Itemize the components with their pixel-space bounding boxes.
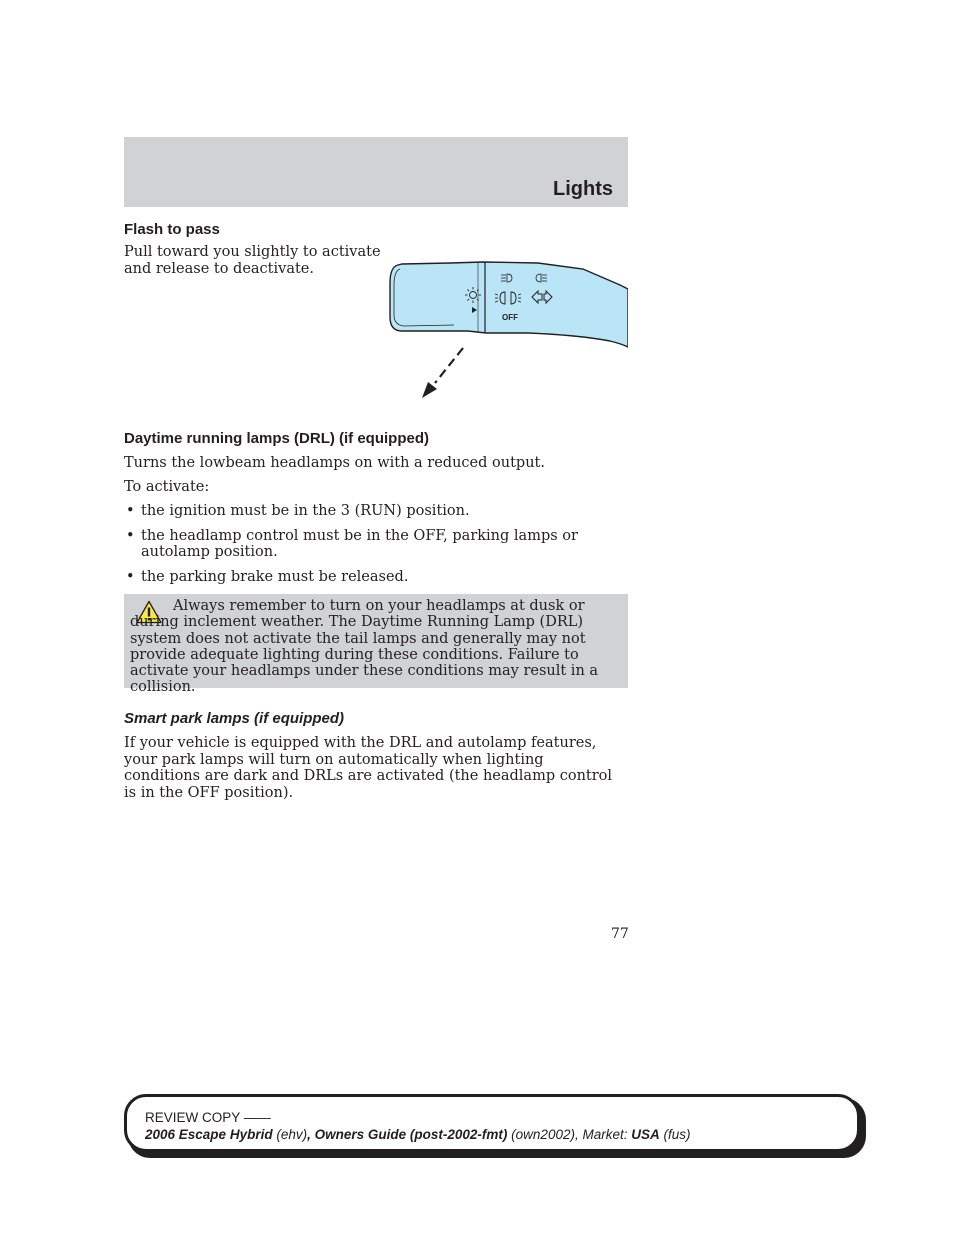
flash-to-pass-line-2: and release to deactivate. — [124, 261, 314, 277]
flash-to-pass-heading: Flash to pass — [124, 221, 220, 238]
smart-park-body: If your vehicle is equipped with the DRL and autolamp features, your park lamps will turn on automatically when lighting conditions are dark and DRLs are activated (the headlamp control is in the OFF position). — [124, 735, 613, 801]
footer-guide: Owners Guide (post-2002-fmt) — [314, 1127, 508, 1142]
off-position-label: OFF — [502, 313, 518, 322]
warning-text: Always remember to turn on your headlamps at dusk or during inclement weather. The Daytime Running Lamp (DRL) system does not activate the tail lamps and generally may not provide adequate lighting during these conditions. Failure to activate your headlamps under these conditions may result in a collision. — [130, 598, 599, 696]
footer-separator: , — [307, 1127, 315, 1142]
footer-model: 2006 Escape Hybrid — [145, 1127, 273, 1142]
footer-market: USA — [631, 1127, 660, 1142]
section-header-band — [124, 137, 628, 207]
page-number: 77 — [611, 926, 629, 942]
headlamp-stalk-figure — [388, 255, 628, 400]
warning-box — [124, 594, 628, 696]
footer-guide-code: (own2002) — [511, 1127, 575, 1142]
drl-to-activate: To activate: — [124, 479, 210, 495]
drl-intro: Turns the lowbeam headlamps on with a reduced output. — [124, 455, 545, 471]
drl-heading: Daytime running lamps (DRL) (if equipped) — [124, 430, 430, 447]
footer-market-code: (fus) — [663, 1127, 691, 1142]
review-copy-footer — [124, 1094, 860, 1152]
section-title: Lights — [553, 178, 613, 200]
pull-direction-arrow — [435, 348, 463, 383]
footer-review-copy: REVIEW COPY —— — [145, 1110, 271, 1125]
list-item: • the ignition must be in the 3 (RUN) position. — [126, 503, 470, 519]
drl-activation-list — [124, 503, 628, 585]
footer-market-label: , Market: — [574, 1127, 632, 1142]
flash-to-pass-line-1: Pull toward you slightly to activate — [124, 244, 381, 260]
list-item: • the headlamp control must be in the OFF, parking lamps or autolamp position. — [126, 527, 578, 560]
footer-model-code: (ehv) — [276, 1127, 308, 1142]
list-item: • the parking brake must be released. — [126, 568, 409, 585]
footer-text — [145, 1109, 691, 1143]
smart-park-heading: Smart park lamps (if equipped) — [124, 710, 345, 727]
